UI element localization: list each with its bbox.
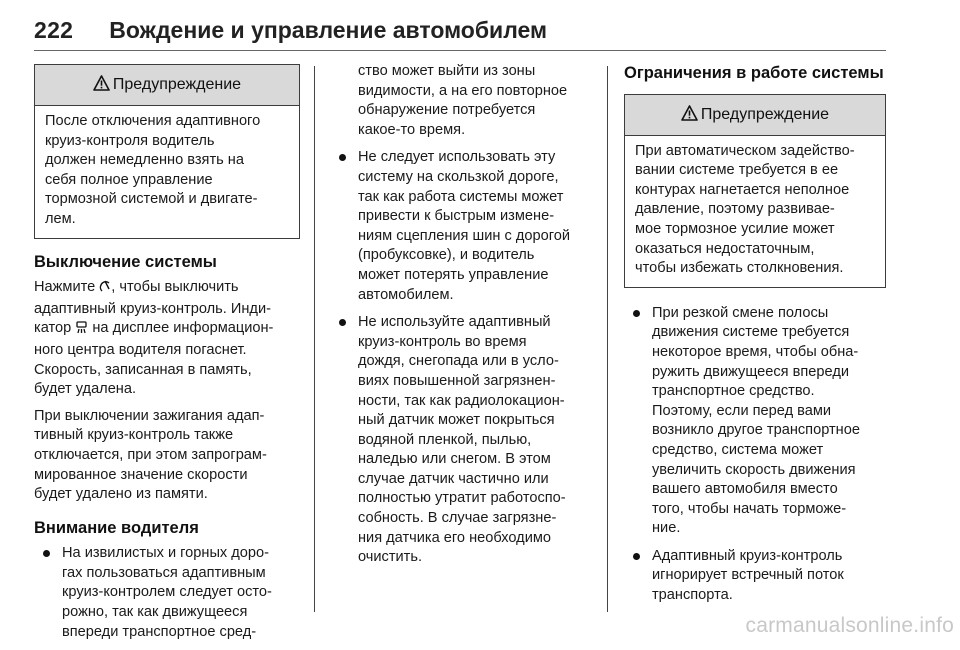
column-right xyxy=(624,62,886,614)
warning-header xyxy=(625,95,885,136)
text-line: тормозной системой и двигате- xyxy=(45,191,258,208)
text-line: систему на скользкой дороге, xyxy=(358,168,559,185)
text-line: вашего автомобиля вместо xyxy=(652,481,838,498)
list-item xyxy=(624,547,886,606)
text-line: некоторое время, чтобы обна- xyxy=(652,343,859,360)
text-line: должен немедленно взять на xyxy=(45,152,244,169)
column-middle xyxy=(330,62,596,576)
text-line: ный датчик может покрыться xyxy=(358,412,555,429)
text-line: адаптивный круиз-контроль. Инди- xyxy=(34,300,271,317)
paragraph-ignition xyxy=(34,407,300,505)
text-line: контурах нагнетается неполное xyxy=(635,181,850,198)
text-line: круиз-контроль во время xyxy=(358,333,527,350)
warning-text xyxy=(625,136,885,287)
list-item-continued xyxy=(330,62,596,140)
text-line: транспортное средство. xyxy=(652,383,815,400)
section-heading-switch-off: Выключение системы xyxy=(34,252,217,271)
text-fragment: вании системе требуется xyxy=(635,162,806,179)
text-line: Не используйте адаптивный xyxy=(358,314,551,331)
text-line: мое тормозное усилие может xyxy=(635,220,835,237)
text-line: наледью или снегом. В этом xyxy=(358,451,551,468)
text-line: увеличить скорость движения xyxy=(652,461,856,478)
page-header xyxy=(34,4,547,44)
text-line: Не следует использовать эту xyxy=(358,149,556,166)
text-line: транспорта. xyxy=(652,587,733,604)
text-line: давление, поэтому развивае- xyxy=(635,201,835,218)
text-line: виях повышенной загрязнен- xyxy=(358,372,556,389)
watermark: carmanualsonline.info xyxy=(745,614,954,637)
column-left xyxy=(34,64,300,650)
column-divider-left xyxy=(314,66,315,612)
text-line: средство, система может xyxy=(652,441,824,458)
text-line: При резкой смене полосы xyxy=(652,304,829,321)
text-line: какое-то время. xyxy=(358,121,466,138)
text-line: Адаптивный круиз-контроль xyxy=(652,547,843,564)
text-line: (пробуксовке), и водитель xyxy=(358,247,535,264)
text-line: обнаружение потребуется xyxy=(358,102,536,119)
bullet-list xyxy=(34,544,300,642)
text-line: так как работа системы может xyxy=(358,188,564,205)
warning-title: Предупреждение xyxy=(700,105,830,123)
text-line: привести к быстрым измене- xyxy=(358,208,555,225)
text-line: собность. В случае загрязне- xyxy=(358,510,557,527)
text-line: ного центра водителя погаснет. xyxy=(34,341,247,358)
text-line: круиз-контроля водитель xyxy=(45,132,215,149)
text-line: ство может выйти из зоны xyxy=(358,63,536,79)
text-line: тивный круиз-контроль также xyxy=(34,427,234,444)
text-line: себя полное управление xyxy=(45,171,213,188)
text-line: ружить движущееся впереди xyxy=(652,363,849,380)
text-line: ниям сцепления шин с дорогой xyxy=(358,227,570,244)
paragraph-switch-off xyxy=(34,278,300,400)
text-line: лем. xyxy=(45,210,76,227)
warning-header xyxy=(35,65,299,106)
text-line: очистить. xyxy=(358,549,423,566)
text-line: будет удалено из памяти. xyxy=(34,486,208,503)
text-line: движения системе требуется xyxy=(652,324,850,341)
bullet-list xyxy=(330,148,596,567)
header-divider xyxy=(34,50,886,51)
text-fragment: в ее xyxy=(810,162,839,179)
text-line: возникло другое транспортное xyxy=(652,422,860,439)
list-item xyxy=(624,304,886,539)
text-line: катор на дисплее информацион- xyxy=(34,320,273,336)
column-divider-right xyxy=(607,66,608,612)
text-line: ние. xyxy=(652,520,681,537)
section-heading-limitations: Ограничения в работе системы xyxy=(624,64,884,82)
text-line: При выключении зажигания адап- xyxy=(34,407,265,424)
text-line: Нажмите , чтобы выключить xyxy=(34,279,239,295)
text-line xyxy=(635,161,875,181)
warning-triangle-icon xyxy=(93,75,110,97)
page-number: 222 xyxy=(34,17,74,43)
page-title: Вождение и управление автомобилем xyxy=(109,17,547,43)
adaptive-cruise-indicator-icon xyxy=(75,320,88,341)
list-item xyxy=(34,544,300,642)
warning-box xyxy=(34,64,300,239)
text-line: гах пользоваться адаптивным xyxy=(62,564,266,581)
text-line: того, чтобы начать торможе- xyxy=(652,500,847,517)
list-item xyxy=(330,313,596,568)
list-item xyxy=(330,148,596,305)
text-line: После отключения адаптивного xyxy=(45,113,261,129)
warning-box xyxy=(624,94,886,288)
text-line: полностью утратит работоспо- xyxy=(358,490,566,507)
text-line: отключается, при этом запрограм- xyxy=(34,446,267,463)
warning-triangle-icon xyxy=(681,105,698,127)
text-line: мированное значение скорости xyxy=(34,466,248,483)
text-line: впереди транспортное сред- xyxy=(62,623,257,640)
text-line: может потерять управление xyxy=(358,266,549,283)
text-line: будет удалена. xyxy=(34,381,137,398)
text-line: ности, так как радиолокацион- xyxy=(358,392,565,409)
cruise-control-off-icon xyxy=(99,279,111,300)
text-line: Скорость, записанная в память, xyxy=(34,361,252,378)
text-line: ния датчика его необходимо xyxy=(358,529,551,546)
text-line: видимости, а на его повторное xyxy=(358,82,568,99)
text-line: рожно, так как движущееся xyxy=(62,604,248,621)
text-line: автомобилем. xyxy=(358,286,454,303)
text-line: При автоматическом задейство- xyxy=(635,142,855,159)
text-line: На извилистых и горных доро- xyxy=(62,545,270,562)
text-line: случае датчик частично или xyxy=(358,470,549,487)
warning-text xyxy=(35,106,299,238)
text-line: игнорирует встречный поток xyxy=(652,567,844,584)
text-line: Поэтому, если перед вами xyxy=(652,402,832,419)
bullet-list xyxy=(624,304,886,606)
text-line: водяной пленкой, пылью, xyxy=(358,431,532,448)
text-line: круиз-контролем следует осто- xyxy=(62,584,272,601)
text-line: чтобы избежать столкновения. xyxy=(635,260,844,277)
text-line: оказаться недостаточным, xyxy=(635,240,815,257)
section-heading-driver-attention: Внимание водителя xyxy=(34,518,199,537)
text-line: дождя, снегопада или в усло- xyxy=(358,353,559,370)
warning-title: Предупреждение xyxy=(112,76,242,94)
